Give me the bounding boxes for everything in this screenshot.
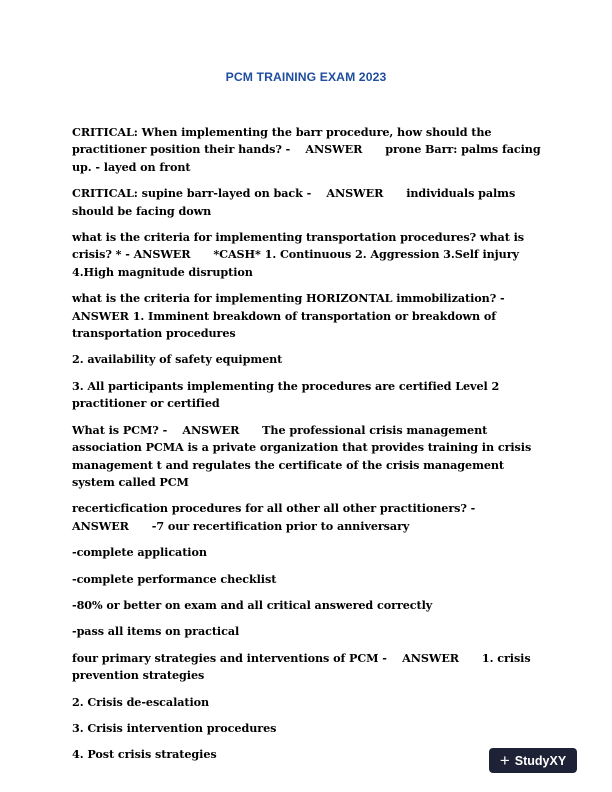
answer-item-exam-score: -80% or better on exam and all critical answered correctly [72,597,433,612]
question-four-strategies: four primary strategies and interventions of PCM - ANSWER 1. crisis prevention strategies [72,650,535,683]
answer-item-application: -complete application [72,545,207,560]
document-body [72,124,547,773]
answer-item-certified-participants: 3. All participants implementing the procedures are certified Level 2 practitioner or certified [72,378,504,411]
plus-icon: + [499,751,510,770]
page-title: PCM TRAINING EXAM 2023 [225,70,387,84]
answer-item-performance-checklist: -complete performance checklist [72,571,277,586]
question-horizontal-immobilization: what is the criteria for implementing HORIZONTAL immobilization? - ANSWER 1. Imminent breakdown of transportation or breakdown of transportation procedures [72,291,520,341]
question-what-is-pcm: What is PCM? - ANSWER The professional crisis management association PCMA is a private organization that provides training in crisis management t and regulates the certificate of the crisis management system called PCM [72,422,535,489]
question-recertification: recerticfication procedures for all other all other practitioners? - ANSWER -7 our recertification prior to anniversary [72,501,491,533]
studyxy-badge[interactable] [489,748,577,773]
question-supine-barr: CRITICAL: supine barr-layed on back - ANSWER individuals palms should be facing down [72,186,519,218]
studyxy-label: StudyXY [514,753,567,768]
answer-item-safety-equipment: 2. availability of safety equipment [72,352,283,367]
answer-item-de-escalation: 2. Crisis de-escalation [72,694,210,709]
question-transportation-criteria: what is the criteria for implementing transportation procedures? what is crisis? * - ANSWER *CASH* 1. Continuous 2. Aggression 3.Self injury 4.High magnitude disruption [72,230,528,279]
answer-item-post-crisis: 4. Post crisis strategies [72,747,217,762]
answer-item-practical: -pass all items on practical [72,624,240,639]
question-barr-hands: CRITICAL: When implementing the barr procedure, how should the practitioner position their hands? - ANSWER prone Barr: palms facing up. - layed on front [72,125,545,174]
answer-item-intervention: 3. Crisis intervention procedures [72,720,277,735]
